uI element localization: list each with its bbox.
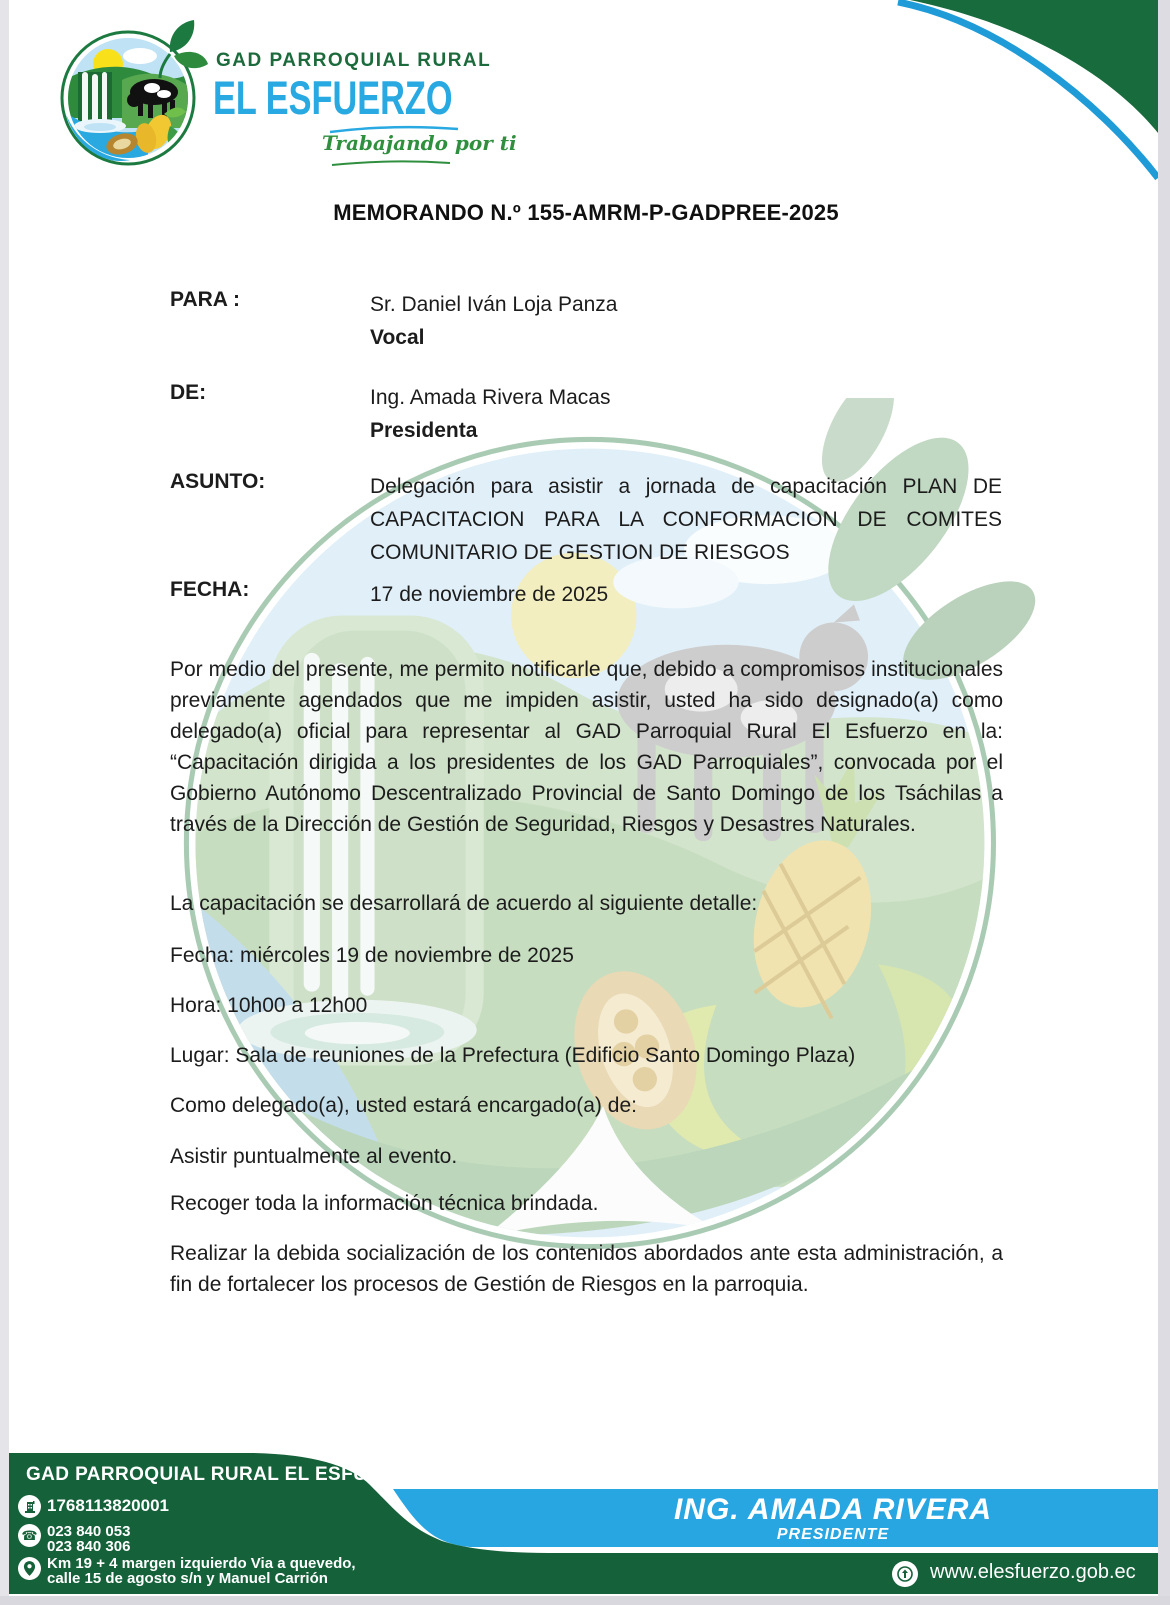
page-edge-bottom [0, 1596, 1170, 1605]
footer-ruc: 1768113820001 [47, 1496, 169, 1515]
body-paragraph: Como delegado(a), usted estará encargado(a) de: [170, 1094, 637, 1117]
signature-role: PRESIDENTE [776, 1526, 890, 1543]
body-paragraph: Recoger toda la información técnica brindada. [170, 1192, 599, 1215]
body-paragraph: Fecha: miércoles 19 de noviembre de 2025 [170, 944, 574, 967]
org-slogan: Trabajando por ti [322, 131, 517, 155]
org-type-label: GAD PARROQUIAL RURAL [216, 50, 492, 71]
org-name: EL ESFUERZO [213, 71, 453, 124]
location-pin-icon [18, 1557, 41, 1580]
footer-address-1: Km 19 + 4 margen izquierdo Via a quevedo, [47, 1555, 356, 1572]
gad-logo-emblem [52, 18, 212, 178]
field-value-para: Sr. Daniel Iván Loja Panza [370, 293, 618, 316]
footer-website: www.elesfuerzo.gob.ec [930, 1561, 1136, 1583]
field-label-de: DE: [170, 381, 207, 404]
signature-block [533, 1494, 1133, 1543]
page-edge-left [0, 0, 9, 1605]
footer-phone-1: 023 840 053 [47, 1523, 131, 1540]
field-value-de: Ing. Amada Rivera Macas [370, 386, 611, 409]
body-paragraph: Asistir puntualmente al evento. [170, 1145, 458, 1168]
footer-phone-2: 023 840 306 [47, 1538, 131, 1555]
corner-decoration [858, 0, 1158, 200]
signature-name: ING. AMADA RIVERA [673, 1493, 993, 1526]
body-paragraph: Realizar la debida socialización de los contenidos abordados ante esta administración, a fin de fortalecer los procesos de Gestión de Riesgos en la parroquia. [170, 1242, 1003, 1296]
field-label-para: PARA : [170, 288, 240, 311]
field-subvalue-para: Vocal [370, 326, 425, 349]
field-label-fecha: FECHA: [170, 578, 250, 601]
ruc-building-icon [18, 1495, 41, 1518]
field-value-fecha: 17 de noviembre de 2025 [370, 583, 609, 606]
memo-title: MEMORANDO N.º 155-AMRM-P-GADPREE-2025 [333, 200, 839, 225]
footer-address-2: calle 15 de agosto s/n y Manuel Carrión [47, 1570, 328, 1587]
body-paragraph: Por medio del presente, me permito notificarle que, debido a compromisos institucionales previamente agendados que me impiden asistir, usted ha sido designado(a) como delegado(a) oficial para representar al GAD Parroquial Rural El Esfuerzo en la: “Capacitación dirigida a los presidentes de los GAD Parroquiales”, convocada por el Gobierno Autónomo Descentralizado Provincial de Santo Domingo de los Tsáchilas a través de la Dirección de Gestión de Seguridad, Riesgos y Desastres Naturales. [170, 658, 1003, 836]
field-subvalue-de: Presidenta [370, 419, 478, 442]
body-paragraph: Lugar: Sala de reuniones de la Prefectura (Edificio Santo Domingo Plaza) [170, 1044, 856, 1067]
field-value-asunto: Delegación para asistir a jornada de capacitación PLAN DE CAPACITACION PARA LA CONFORMACION DE COMITES COMUNITARIO DE GESTION DE RIESGOS [370, 475, 1002, 564]
footer-org-name: GAD PARROQUIAL RURAL EL ESFUERZO [26, 1464, 422, 1485]
body-paragraph: Hora: 10h00 a 12h00 [170, 994, 368, 1017]
field-label-asunto: ASUNTO: [170, 470, 266, 493]
globe-link-icon [892, 1561, 918, 1587]
body-paragraph: La capacitación se desarrollará de acuerdo al siguiente detalle: [170, 892, 758, 915]
telephone-icon: ☎ [18, 1524, 41, 1547]
page-edge-right [1158, 0, 1170, 1605]
green-swoosh [330, 159, 452, 167]
